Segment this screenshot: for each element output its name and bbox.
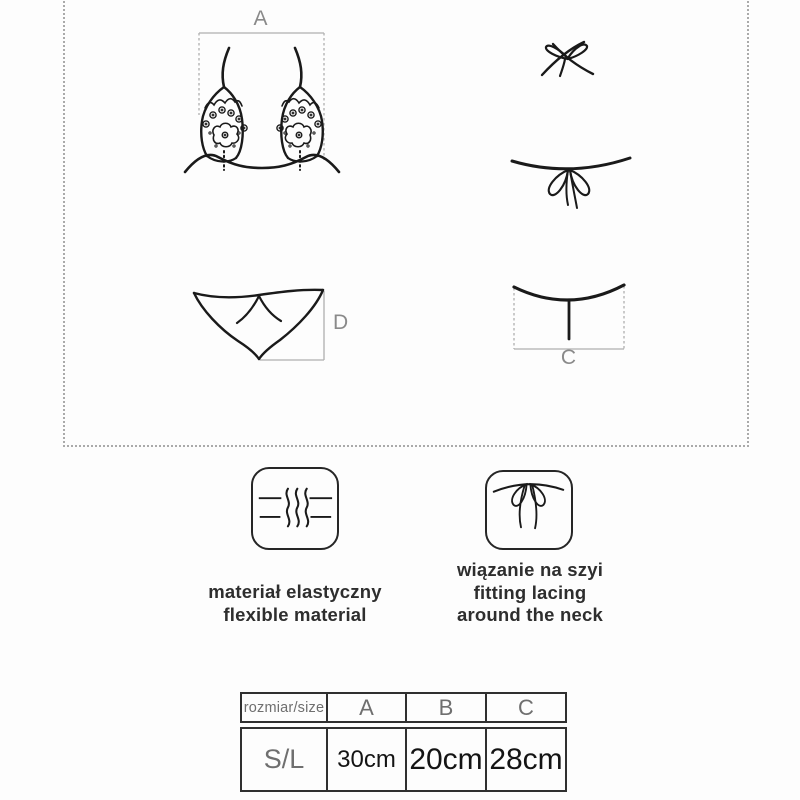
thong-front-drawing xyxy=(152,257,367,382)
caption-line: flexible material xyxy=(223,603,367,625)
thong-front-outline xyxy=(194,290,323,359)
measure-label-c: C xyxy=(560,346,578,369)
measure-label-a: A xyxy=(253,7,269,30)
thong-back-drawing xyxy=(497,267,647,372)
neck-tie-bow xyxy=(542,42,593,76)
neck-lacing-icon-box xyxy=(485,470,573,550)
back-band-bow xyxy=(512,158,630,208)
bikini-top-front-drawing xyxy=(152,2,362,202)
size-table-header-a: A xyxy=(328,694,407,721)
size-table-header-b: B xyxy=(407,694,487,721)
value-b-cell: 20cm xyxy=(407,729,487,790)
value-a-cell: 30cm xyxy=(328,729,407,790)
bra-cup-left xyxy=(201,48,247,170)
product-diagram-box xyxy=(63,0,749,447)
measure-bracket-a xyxy=(199,7,324,160)
neck-lacing-caption xyxy=(405,559,655,627)
thong-back-outline xyxy=(514,285,624,339)
size-table xyxy=(240,692,567,792)
measure-bracket-d xyxy=(260,291,349,360)
flexible-material-caption xyxy=(170,581,420,626)
size-table-header-c: C xyxy=(518,694,534,720)
caption-line: around the neck xyxy=(457,604,603,625)
caption-line: fitting lacing xyxy=(473,581,587,603)
stretch-fabric-icon xyxy=(253,469,336,547)
measure-label-d: D xyxy=(333,311,350,334)
bra-cup-right xyxy=(277,48,323,170)
size-table-row xyxy=(240,727,567,792)
caption-line: materiał elastyczny xyxy=(208,581,382,602)
size-table-header-rozmiar: rozmiar/size xyxy=(242,694,328,721)
value-c-cell: 28cm xyxy=(489,742,563,776)
size-table-header-row xyxy=(240,692,567,723)
size-cell: S/L xyxy=(242,729,328,790)
bikini-top-back-drawing xyxy=(497,32,647,217)
flexible-material-icon-box xyxy=(251,467,339,550)
caption-line: wiązanie na szyi xyxy=(456,559,604,580)
neck-lacing-icon xyxy=(487,472,570,547)
